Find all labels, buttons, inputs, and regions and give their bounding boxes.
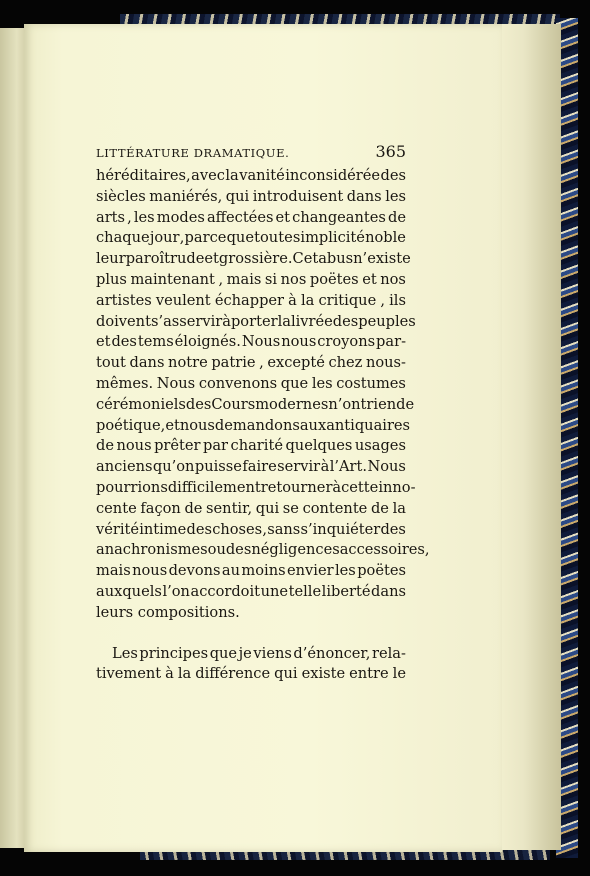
paragraph-gap (96, 624, 406, 644)
text-line: chaque jour , parce que toute simplicité noble (96, 229, 406, 247)
page-header (96, 142, 406, 166)
previous-page-edge (0, 28, 24, 848)
text-line: anciens qu’on puisse faire servir à l’Art. Nous (96, 458, 406, 476)
text-line: leurs compositions. (96, 603, 240, 621)
text-line: héréditaires, avec la vanité inconsidérée des (96, 167, 406, 184)
text-line: pourrions difficilement retourner à cette inno- (96, 478, 416, 496)
text-line: cente façon de sentir, qui se contente de la (96, 499, 406, 517)
text-line: mais nous devons au moins envier les poëtes (96, 562, 406, 580)
text-line: plus maintenant , mais si nos poëtes et nos (96, 270, 406, 288)
text-line: tivement à la différence qui existe entre le (96, 665, 406, 683)
running-head: LITTÉRATURE DRAMATIQUE. (96, 146, 290, 160)
body-text (96, 166, 430, 685)
paragraph (96, 644, 406, 686)
text-line: poétique, et nous demandons aux antiquaires (96, 416, 411, 434)
text-line: leur paroît rude et grossière. Cet abus n’existe (96, 250, 411, 268)
text-line: arts , les modes affectées et changeantes de (96, 208, 406, 226)
page-edges (498, 24, 561, 850)
page-number: 365 (375, 142, 406, 161)
text-line: et des tems éloignés. Nous nous croyons par- (96, 333, 406, 351)
text-line: de nous prêter par charité quelques usages (96, 437, 406, 455)
text-line: Les principes que je viens d’énoncer, rela- (112, 644, 406, 662)
text-line: mêmes. Nous convenons que les costumes (96, 374, 406, 392)
text-line: cérémoniels des Cours modernes n’ont rien de (96, 395, 415, 413)
text-line: artistes veulent échapper à la critique , ils (96, 291, 406, 309)
text-line: tout dans notre patrie , excepté chez nous- (96, 354, 406, 372)
text-line: vérité intime des choses , sans s’inquiéter des (96, 520, 406, 538)
text-line: auxquels l’on accordoit une telle liberté dans (96, 582, 406, 600)
text-line: doivent s’asservir à porter la livrée des peuples (96, 312, 416, 330)
page-text (96, 142, 430, 685)
text-line: anachronismes ou des négligences accessoires, (96, 541, 430, 559)
book-page (24, 24, 502, 852)
paragraph (96, 166, 430, 624)
text-line: siècles maniérés, qui introduisent dans les (96, 187, 406, 205)
